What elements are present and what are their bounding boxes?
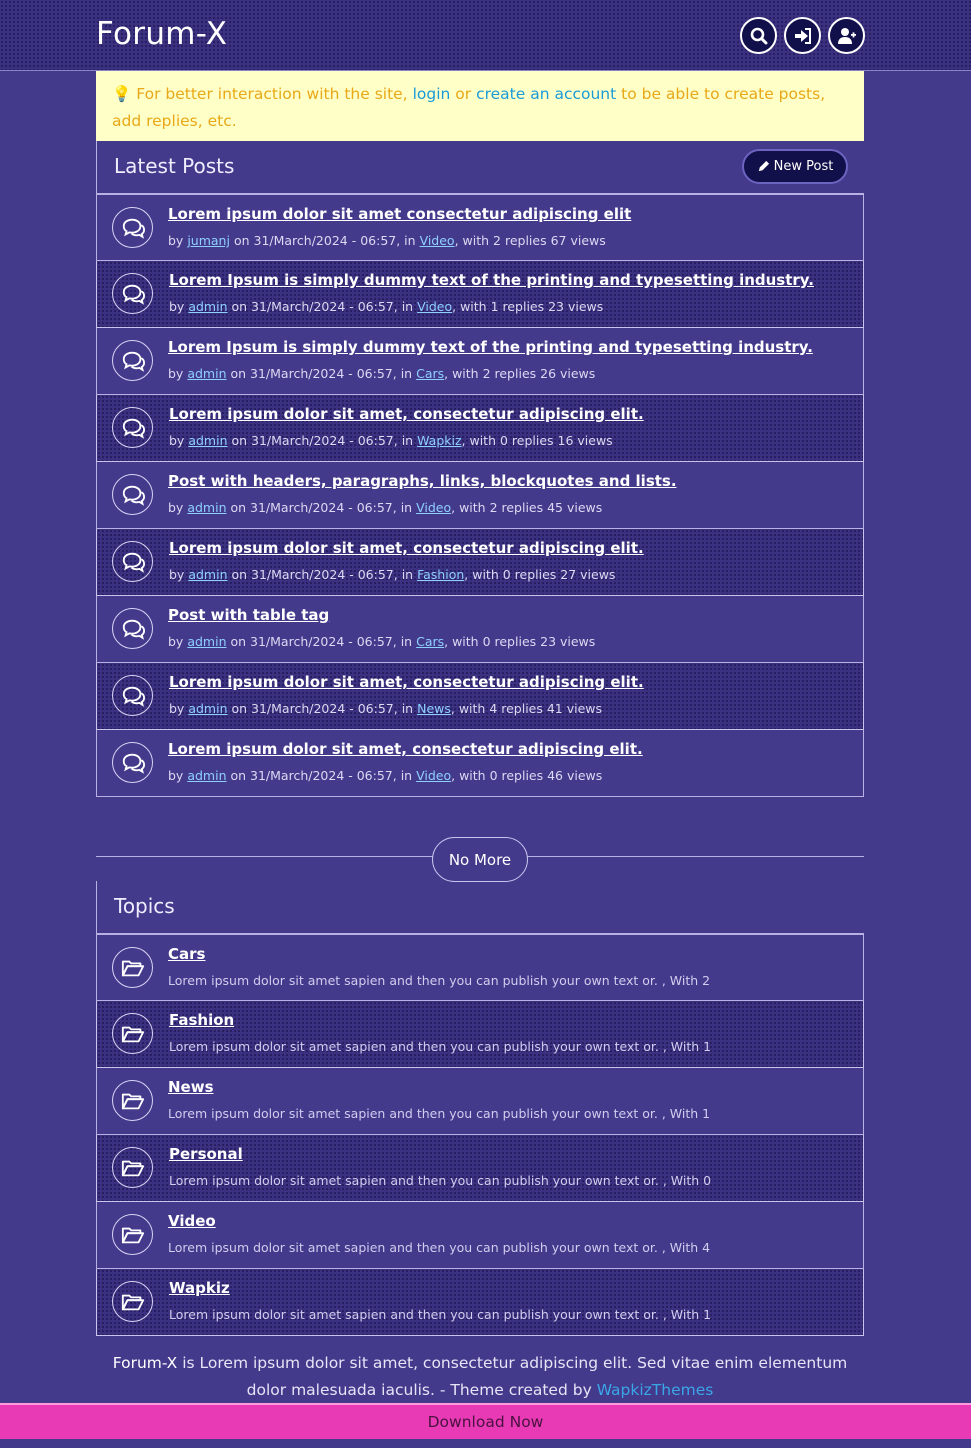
post-date: on 31/March/2024 - 06:57, in xyxy=(233,233,416,248)
chat-bubbles-icon xyxy=(112,474,153,515)
folder-open-icon xyxy=(112,1281,153,1322)
topic-description: Lorem ipsum dolor sit amet sapien and then you can publish your own text or. , With 4 xyxy=(168,1240,711,1255)
chat-bubbles-icon xyxy=(112,340,153,381)
post-category-link[interactable]: Cars xyxy=(416,634,445,649)
chat-bubbles-icon xyxy=(112,742,153,783)
latest-posts-header xyxy=(96,141,864,194)
lightbulb-icon: 💡 xyxy=(112,85,132,103)
chat-bubbles-icon xyxy=(112,541,153,582)
post-meta xyxy=(169,567,615,582)
post-date: on 31/March/2024 - 06:57, in xyxy=(230,768,413,783)
post-date: on 31/March/2024 - 06:57, in xyxy=(230,366,413,381)
footer-brand: Forum-X xyxy=(112,1354,178,1372)
post-meta xyxy=(168,500,602,515)
topic-description: Lorem ipsum dolor sit amet sapien and then you can publish your own text or. , With 1 xyxy=(169,1039,712,1054)
post-by: by xyxy=(168,634,184,649)
register-button[interactable] xyxy=(828,17,865,54)
new-post-label: New Post xyxy=(773,159,834,174)
pencil-icon xyxy=(757,160,770,173)
post-author-link[interactable]: admin xyxy=(188,701,228,716)
post-stats: , with 1 replies 23 views xyxy=(452,299,604,314)
post-author-link[interactable]: admin xyxy=(187,500,227,515)
site-logo[interactable]: Forum-X xyxy=(96,16,228,52)
topic-title-link[interactable]: News xyxy=(168,1078,214,1096)
post-category-link[interactable]: News xyxy=(417,701,451,716)
post-author-link[interactable]: admin xyxy=(187,634,227,649)
login-notice xyxy=(96,71,864,141)
post-by: by xyxy=(169,567,185,582)
posts-list xyxy=(96,194,864,797)
post-row xyxy=(96,596,864,663)
post-by: by xyxy=(168,366,184,381)
chat-bubbles-icon xyxy=(112,608,153,649)
post-stats: , with 0 replies 23 views xyxy=(444,634,596,649)
user-plus-icon xyxy=(837,26,857,46)
post-category-link[interactable]: Fashion xyxy=(417,567,465,582)
topic-title-link[interactable]: Fashion xyxy=(169,1011,235,1029)
post-by: by xyxy=(169,701,185,716)
site-header xyxy=(0,0,971,71)
topic-row xyxy=(96,1001,864,1068)
topic-description: Lorem ipsum dolor sit amet sapien and then you can publish your own text or. , With 1 xyxy=(169,1307,712,1322)
topic-row xyxy=(96,1068,864,1135)
notice-or: or xyxy=(455,85,472,103)
topic-row xyxy=(96,1135,864,1202)
footer-theme-link[interactable]: WapkizThemes xyxy=(596,1381,714,1399)
login-link[interactable]: login xyxy=(412,85,451,103)
post-meta xyxy=(168,233,606,248)
post-by: by xyxy=(169,299,185,314)
folder-open-icon xyxy=(112,1214,153,1255)
post-stats: , with 0 replies 46 views xyxy=(451,768,603,783)
post-stats: , with 0 replies 16 views xyxy=(461,433,613,448)
post-category-link[interactable]: Video xyxy=(416,500,452,515)
post-row xyxy=(96,730,864,797)
sign-in-icon xyxy=(793,26,813,46)
post-title-link[interactable]: Post with table tag xyxy=(168,606,330,624)
topic-row xyxy=(96,1269,864,1336)
post-meta xyxy=(169,433,613,448)
topic-row xyxy=(96,934,864,1001)
post-date: on 31/March/2024 - 06:57, in xyxy=(231,299,414,314)
post-stats: , with 2 replies 26 views xyxy=(444,366,596,381)
post-meta xyxy=(168,634,595,649)
topic-row xyxy=(96,1202,864,1269)
topics-list xyxy=(96,934,864,1336)
post-category-link[interactable]: Wapkiz xyxy=(417,433,462,448)
post-date: on 31/March/2024 - 06:57, in xyxy=(231,433,414,448)
topic-title-link[interactable]: Wapkiz xyxy=(169,1279,230,1297)
post-date: on 31/March/2024 - 06:57, in xyxy=(231,567,414,582)
post-author-link[interactable]: admin xyxy=(188,299,228,314)
notice-text-before: For better interaction with the site, xyxy=(136,85,408,103)
post-date: on 31/March/2024 - 06:57, in xyxy=(230,500,413,515)
post-row xyxy=(96,395,864,462)
search-button[interactable] xyxy=(740,17,777,54)
footer-description: is Lorem ipsum dolor sit amet, consectetur adipiscing elit. Sed vitae enim elementum dolor malesuada iaculis. - Theme created by xyxy=(182,1354,848,1399)
topic-description: Lorem ipsum dolor sit amet sapien and then you can publish your own text or. , With 0 xyxy=(169,1173,712,1188)
topic-description: Lorem ipsum dolor sit amet sapien and then you can publish your own text or. , With 2 xyxy=(168,973,711,988)
post-row xyxy=(96,328,864,395)
chat-bubbles-icon xyxy=(112,207,153,248)
topics-header xyxy=(96,881,864,934)
post-stats: , with 2 replies 45 views xyxy=(451,500,603,515)
post-by: by xyxy=(168,768,184,783)
post-stats: , with 4 replies 41 views xyxy=(450,701,603,716)
footer-text xyxy=(96,1350,864,1404)
post-row xyxy=(96,462,864,529)
post-title-link[interactable]: Lorem ipsum dolor sit amet, consectetur adipiscing elit. xyxy=(168,740,643,758)
topic-title-link[interactable]: Personal xyxy=(169,1145,243,1163)
folder-open-icon xyxy=(112,947,153,988)
post-title-link[interactable]: Lorem ipsum dolor sit amet, consectetur adipiscing elit. xyxy=(169,405,644,423)
post-row xyxy=(96,194,864,261)
post-date: on 31/March/2024 - 06:57, in xyxy=(231,701,414,716)
post-by: by xyxy=(169,433,185,448)
post-row xyxy=(96,261,864,328)
post-title-link[interactable]: Lorem Ipsum is simply dummy text of the printing and typesetting industry. xyxy=(169,271,814,289)
topic-title-link[interactable]: Cars xyxy=(168,945,206,963)
post-row xyxy=(96,663,864,730)
post-stats: , with 2 replies 67 views xyxy=(454,233,606,248)
post-title-link[interactable]: Lorem ipsum dolor sit amet, consectetur adipiscing elit. xyxy=(169,539,644,557)
post-meta xyxy=(168,366,595,381)
folder-open-icon xyxy=(112,1013,153,1054)
post-title-link[interactable]: Lorem ipsum dolor sit amet, consectetur adipiscing elit. xyxy=(169,673,644,691)
post-meta xyxy=(168,768,602,783)
search-icon xyxy=(749,26,769,46)
post-author-link[interactable]: admin xyxy=(187,366,227,381)
notice-text-after: to be able to create posts, add replies, etc. xyxy=(112,85,826,130)
latest-posts-title: Latest Posts xyxy=(114,154,235,178)
post-date: on 31/March/2024 - 06:57, in xyxy=(230,634,413,649)
chat-bubbles-icon xyxy=(112,407,153,448)
new-post-button[interactable] xyxy=(742,149,848,184)
create-account-link[interactable]: create an account xyxy=(476,85,617,103)
post-category-link[interactable]: Video xyxy=(419,233,455,248)
login-button[interactable] xyxy=(784,17,821,54)
topic-description: Lorem ipsum dolor sit amet sapien and then you can publish your own text or. , With 1 xyxy=(168,1106,711,1121)
post-category-link[interactable]: Video xyxy=(417,299,453,314)
post-author-link[interactable]: admin xyxy=(187,768,227,783)
post-meta xyxy=(169,701,602,716)
post-title-link[interactable]: Lorem ipsum dolor sit amet consectetur adipiscing elit xyxy=(168,205,632,223)
post-author-link[interactable]: admin xyxy=(188,433,228,448)
post-title-link[interactable]: Post with headers, paragraphs, links, blockquotes and lists. xyxy=(168,472,677,490)
post-by: by xyxy=(168,500,184,515)
post-meta xyxy=(169,299,603,314)
post-author-link[interactable]: jumanj xyxy=(187,233,230,248)
topics-title: Topics xyxy=(114,894,175,918)
chat-bubbles-icon xyxy=(112,675,153,716)
post-row xyxy=(96,529,864,596)
post-by: by xyxy=(168,233,184,248)
folder-open-icon xyxy=(112,1080,153,1121)
folder-open-icon xyxy=(112,1147,153,1188)
post-category-link[interactable]: Video xyxy=(416,768,452,783)
post-author-link[interactable]: admin xyxy=(188,567,228,582)
post-stats: , with 0 replies 27 views xyxy=(464,567,616,582)
chat-bubbles-icon xyxy=(112,273,153,314)
post-category-link[interactable]: Cars xyxy=(416,366,445,381)
post-title-link[interactable]: Lorem Ipsum is simply dummy text of the printing and typesetting industry. xyxy=(168,338,813,356)
topic-title-link[interactable]: Video xyxy=(168,1212,216,1230)
download-now-bar[interactable]: Download Now xyxy=(0,1403,971,1439)
no-more-button[interactable]: No More xyxy=(432,837,528,882)
